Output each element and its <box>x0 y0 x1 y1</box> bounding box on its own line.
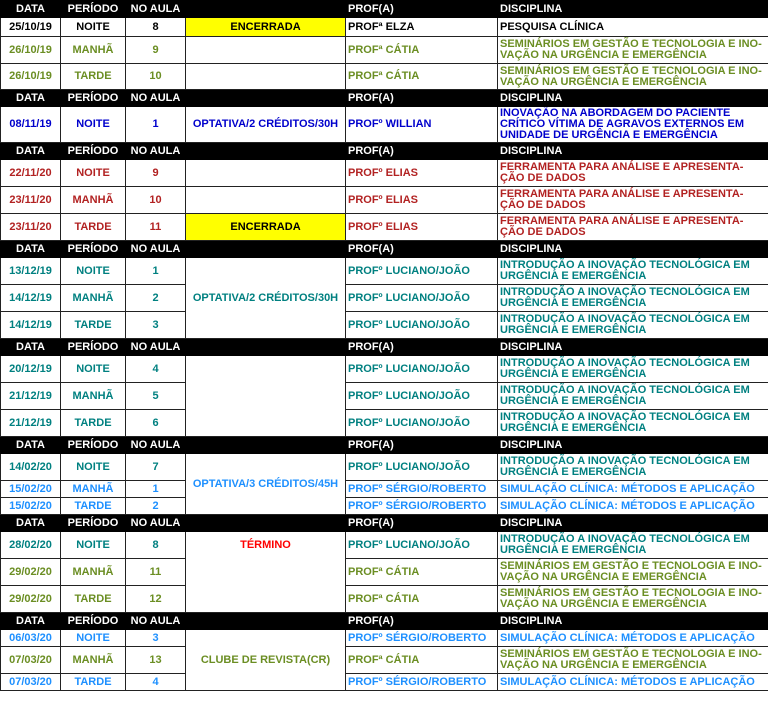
cell-aula: 3 <box>126 312 186 339</box>
header-disc: DISCIPLINA <box>498 241 768 258</box>
cell-data: 23/11/20 <box>1 187 61 214</box>
header-blank <box>186 339 346 356</box>
cell-data: 06/03/20 <box>1 630 61 647</box>
table-row <box>1 37 768 64</box>
cell-periodo: MANHÃ <box>61 37 126 64</box>
cell-data: 25/10/19 <box>1 18 61 37</box>
cell-data: 07/03/20 <box>1 647 61 674</box>
table-row <box>1 586 768 613</box>
cell-prof: PROFº LUCIANO/JOÃO <box>346 454 498 481</box>
cell-data: 15/02/20 <box>1 498 61 515</box>
table-row <box>1 18 768 37</box>
cell-aula: 2 <box>126 498 186 515</box>
cell-disc: INTRODUÇÃO A INOVAÇÃO TECNOLÓGICA EM URGÊNCIA E EMERGÊNCIA <box>498 532 768 559</box>
cell-disc: PESQUISA CLÍNICA <box>498 18 768 37</box>
cell-data: 20/12/19 <box>1 356 61 383</box>
cell-disc: INTRODUÇÃO A INOVAÇÃO TECNOLÓGICA EM URGÊNCIA E EMERGÊNCIA <box>498 258 768 285</box>
cell-prof: PROFº ELIAS <box>346 214 498 241</box>
header-row <box>1 1 768 18</box>
table-row <box>1 559 768 586</box>
cell-data: 13/12/19 <box>1 258 61 285</box>
cell-prof: PROFº SÉRGIO/ROBERTO <box>346 481 498 498</box>
header-row <box>1 143 768 160</box>
header-prof: PROF(A) <box>346 339 498 356</box>
cell-status: OPTATIVA/2 CRÉDITOS/30H <box>186 107 346 143</box>
header-data: DATA <box>1 515 61 532</box>
table-row <box>1 285 768 312</box>
header-prof: PROF(A) <box>346 613 498 630</box>
cell-prof: PROFª CÁTIA <box>346 37 498 64</box>
cell-aula: 9 <box>126 160 186 187</box>
cell-aula: 1 <box>126 481 186 498</box>
cell-status: CLUBE DE REVISTA(CR) <box>186 630 346 691</box>
cell-status: OPTATIVA/3 CRÉDITOS/45H <box>186 454 346 515</box>
cell-disc: SIMULAÇÃO CLÍNICA: MÉTODOS E APLICAÇÃO <box>498 674 768 691</box>
header-prof: PROF(A) <box>346 143 498 160</box>
cell-prof: PROFº SÉRGIO/ROBERTO <box>346 630 498 647</box>
header-row <box>1 515 768 532</box>
header-disc: DISCIPLINA <box>498 437 768 454</box>
header-periodo: PERÍODO <box>61 613 126 630</box>
cell-disc: FERRAMENTA PARA ANÁLISE E APRESENTA-ÇÃO DE DADOS <box>498 187 768 214</box>
table-row <box>1 383 768 410</box>
cell-data: 15/02/20 <box>1 481 61 498</box>
cell-disc: SIMULAÇÃO CLÍNICA: MÉTODOS E APLICAÇÃO <box>498 498 768 515</box>
header-blank <box>186 143 346 160</box>
header-periodo: PERÍODO <box>61 515 126 532</box>
cell-aula: 10 <box>126 64 186 90</box>
header-aula: NO AULA <box>126 1 186 18</box>
cell-prof: PROFº ELIAS <box>346 187 498 214</box>
header-aula: NO AULA <box>126 90 186 107</box>
cell-prof: PROFº SÉRGIO/ROBERTO <box>346 674 498 691</box>
header-disc: DISCIPLINA <box>498 339 768 356</box>
header-data: DATA <box>1 437 61 454</box>
header-blank <box>186 241 346 258</box>
cell-prof: PROFº LUCIANO/JOÃO <box>346 532 498 559</box>
header-blank <box>186 437 346 454</box>
cell-disc: SIMULAÇÃO CLÍNICA: MÉTODOS E APLICAÇÃO <box>498 481 768 498</box>
cell-data: 28/02/20 <box>1 532 61 559</box>
table-row <box>1 187 768 214</box>
header-aula: NO AULA <box>126 515 186 532</box>
cell-disc: SEMINÁRIOS EM GESTÃO E TECNOLOGIA E INO-VAÇÃO NA URGÊNCIA E EMERGÊNCIA <box>498 586 768 613</box>
header-data: DATA <box>1 1 61 18</box>
cell-data: 14/12/19 <box>1 285 61 312</box>
table-row <box>1 258 768 285</box>
table-row <box>1 674 768 691</box>
cell-periodo: NOITE <box>61 107 126 143</box>
cell-periodo: MANHÃ <box>61 285 126 312</box>
table-row <box>1 312 768 339</box>
cell-aula: 9 <box>126 37 186 64</box>
status-termino: TÉRMINO <box>186 532 346 613</box>
cell-disc: FERRAMENTA PARA ANÁLISE E APRESENTA-ÇÃO DE DADOS <box>498 214 768 241</box>
table-row <box>1 64 768 90</box>
cell-prof: PROFº LUCIANO/JOÃO <box>346 410 498 437</box>
cell-periodo: TARDE <box>61 214 126 241</box>
cell-periodo: NOITE <box>61 532 126 559</box>
cell-prof: PROFª CÁTIA <box>346 586 498 613</box>
cell-aula: 1 <box>126 107 186 143</box>
cell-aula: 12 <box>126 586 186 613</box>
table-row <box>1 356 768 383</box>
cell-aula: 3 <box>126 630 186 647</box>
cell-data: 21/12/19 <box>1 383 61 410</box>
cell-aula: 11 <box>126 214 186 241</box>
cell-aula: 7 <box>126 454 186 481</box>
cell-disc: INOVAÇÃO NA ABORDAGEM DO PACIENTE CRÍTICO VÍTIMA DE AGRAVOS EXTERNOS EM UNIDADE DE URGÊNCIA E EMERGÊNCIA <box>498 107 768 143</box>
cell-status: OPTATIVA/2 CRÉDITOS/30H <box>186 258 346 339</box>
cell-status <box>186 37 346 64</box>
header-prof: PROF(A) <box>346 90 498 107</box>
header-periodo: PERÍODO <box>61 143 126 160</box>
header-aula: NO AULA <box>126 437 186 454</box>
cell-status <box>186 160 346 187</box>
cell-data: 14/12/19 <box>1 312 61 339</box>
cell-data: 29/02/20 <box>1 586 61 613</box>
header-blank <box>186 613 346 630</box>
cell-periodo: TARDE <box>61 498 126 515</box>
cell-prof: PROFª ELZA <box>346 18 498 37</box>
cell-data: 08/11/19 <box>1 107 61 143</box>
cell-prof: PROFª CÁTIA <box>346 647 498 674</box>
table-row <box>1 630 768 647</box>
table-row <box>1 454 768 481</box>
cell-disc: SEMINÁRIOS EM GESTÃO E TECNOLOGIA E INO-VAÇÃO NA URGÊNCIA E EMERGÊNCIA <box>498 64 768 90</box>
header-disc: DISCIPLINA <box>498 515 768 532</box>
cell-aula: 10 <box>126 187 186 214</box>
cell-prof: PROFº ELIAS <box>346 160 498 187</box>
cell-disc: INTRODUÇÃO A INOVAÇÃO TECNOLÓGICA EM URGÊNCIA E EMERGÊNCIA <box>498 312 768 339</box>
cell-aula: 11 <box>126 559 186 586</box>
header-aula: NO AULA <box>126 613 186 630</box>
header-aula: NO AULA <box>126 241 186 258</box>
table-row <box>1 498 768 515</box>
header-row <box>1 241 768 258</box>
cell-periodo: MANHÃ <box>61 647 126 674</box>
cell-disc: FERRAMENTA PARA ANÁLISE E APRESENTA-ÇÃO DE DADOS <box>498 160 768 187</box>
cell-prof: PROFº SÉRGIO/ROBERTO <box>346 498 498 515</box>
header-periodo: PERÍODO <box>61 241 126 258</box>
cell-data: 21/12/19 <box>1 410 61 437</box>
cell-prof: PROFº LUCIANO/JOÃO <box>346 312 498 339</box>
cell-periodo: NOITE <box>61 258 126 285</box>
cell-aula: 6 <box>126 410 186 437</box>
cell-aula: 13 <box>126 647 186 674</box>
cell-status <box>186 356 346 437</box>
header-periodo: PERÍODO <box>61 437 126 454</box>
cell-aula: 5 <box>126 383 186 410</box>
status-badge: ENCERRADA <box>186 18 346 37</box>
table-row <box>1 214 768 241</box>
cell-aula: 4 <box>126 356 186 383</box>
cell-prof: PROFº WILLIAN <box>346 107 498 143</box>
header-blank <box>186 90 346 107</box>
cell-periodo: TARDE <box>61 586 126 613</box>
cell-data: 29/02/20 <box>1 559 61 586</box>
cell-disc: SEMINÁRIOS EM GESTÃO E TECNOLOGIA E INO-VAÇÃO NA URGÊNCIA E EMERGÊNCIA <box>498 559 768 586</box>
cell-periodo: NOITE <box>61 356 126 383</box>
header-row <box>1 613 768 630</box>
header-data: DATA <box>1 241 61 258</box>
header-aula: NO AULA <box>126 143 186 160</box>
header-prof: PROF(A) <box>346 1 498 18</box>
cell-periodo: MANHÃ <box>61 383 126 410</box>
cell-aula: 4 <box>126 674 186 691</box>
cell-periodo: NOITE <box>61 630 126 647</box>
cell-aula: 8 <box>126 532 186 559</box>
header-row <box>1 90 768 107</box>
cell-disc: SEMINÁRIOS EM GESTÃO E TECNOLOGIA E INO-VAÇÃO NA URGÊNCIA E EMERGÊNCIA <box>498 37 768 64</box>
table-row <box>1 410 768 437</box>
cell-periodo: MANHÃ <box>61 187 126 214</box>
cell-data: 22/11/20 <box>1 160 61 187</box>
header-row <box>1 437 768 454</box>
cell-periodo: TARDE <box>61 312 126 339</box>
cell-aula: 1 <box>126 258 186 285</box>
header-data: DATA <box>1 143 61 160</box>
cell-status <box>186 64 346 90</box>
header-data: DATA <box>1 339 61 356</box>
cell-periodo: TARDE <box>61 64 126 90</box>
header-disc: DISCIPLINA <box>498 613 768 630</box>
cell-data: 23/11/20 <box>1 214 61 241</box>
cell-data: 26/10/19 <box>1 37 61 64</box>
header-prof: PROF(A) <box>346 515 498 532</box>
cell-disc: INTRODUÇÃO A INOVAÇÃO TECNOLÓGICA EM URGÊNCIA E EMERGÊNCIA <box>498 285 768 312</box>
cell-aula: 8 <box>126 18 186 37</box>
header-disc: DISCIPLINA <box>498 143 768 160</box>
header-aula: NO AULA <box>126 339 186 356</box>
header-periodo: PERÍODO <box>61 339 126 356</box>
cell-prof: PROFª CÁTIA <box>346 64 498 90</box>
cell-periodo: NOITE <box>61 18 126 37</box>
cell-periodo: NOITE <box>61 454 126 481</box>
cell-periodo: MANHÃ <box>61 481 126 498</box>
cell-disc: INTRODUÇÃO A INOVAÇÃO TECNOLÓGICA EM URGÊNCIA E EMERGÊNCIA <box>498 356 768 383</box>
table-row <box>1 647 768 674</box>
cell-disc: INTRODUÇÃO A INOVAÇÃO TECNOLÓGICA EM URGÊNCIA E EMERGÊNCIA <box>498 410 768 437</box>
header-data: DATA <box>1 613 61 630</box>
header-periodo: PERÍODO <box>61 90 126 107</box>
cell-aula: 2 <box>126 285 186 312</box>
cell-data: 07/03/20 <box>1 674 61 691</box>
header-blank <box>186 1 346 18</box>
cell-periodo: MANHÃ <box>61 559 126 586</box>
cell-disc: INTRODUÇÃO A INOVAÇÃO TECNOLÓGICA EM URGÊNCIA E EMERGÊNCIA <box>498 454 768 481</box>
status-badge: ENCERRADA <box>186 214 346 241</box>
header-prof: PROF(A) <box>346 241 498 258</box>
cell-disc: INTRODUÇÃO A INOVAÇÃO TECNOLÓGICA EM URGÊNCIA E EMERGÊNCIA <box>498 383 768 410</box>
cell-prof: PROFº LUCIANO/JOÃO <box>346 383 498 410</box>
header-disc: DISCIPLINA <box>498 90 768 107</box>
header-periodo: PERÍODO <box>61 1 126 18</box>
cell-prof: PROFº LUCIANO/JOÃO <box>346 356 498 383</box>
cell-disc: SIMULAÇÃO CLÍNICA: MÉTODOS E APLICAÇÃO <box>498 630 768 647</box>
cell-periodo: TARDE <box>61 674 126 691</box>
cell-prof: PROFº LUCIANO/JOÃO <box>346 258 498 285</box>
cell-periodo: NOITE <box>61 160 126 187</box>
header-disc: DISCIPLINA <box>498 1 768 18</box>
cell-prof: PROFª CÁTIA <box>346 559 498 586</box>
header-row <box>1 339 768 356</box>
header-data: DATA <box>1 90 61 107</box>
cell-prof: PROFº LUCIANO/JOÃO <box>346 285 498 312</box>
table-row <box>1 160 768 187</box>
header-prof: PROF(A) <box>346 437 498 454</box>
cell-periodo: TARDE <box>61 410 126 437</box>
table-row <box>1 107 768 143</box>
table-row <box>1 481 768 498</box>
cell-data: 26/10/19 <box>1 64 61 90</box>
table-row <box>1 532 768 559</box>
header-blank <box>186 515 346 532</box>
cell-data: 14/02/20 <box>1 454 61 481</box>
cell-disc: SEMINÁRIOS EM GESTÃO E TECNOLOGIA E INO-VAÇÃO NA URGÊNCIA E EMERGÊNCIA <box>498 647 768 674</box>
cell-status <box>186 187 346 214</box>
